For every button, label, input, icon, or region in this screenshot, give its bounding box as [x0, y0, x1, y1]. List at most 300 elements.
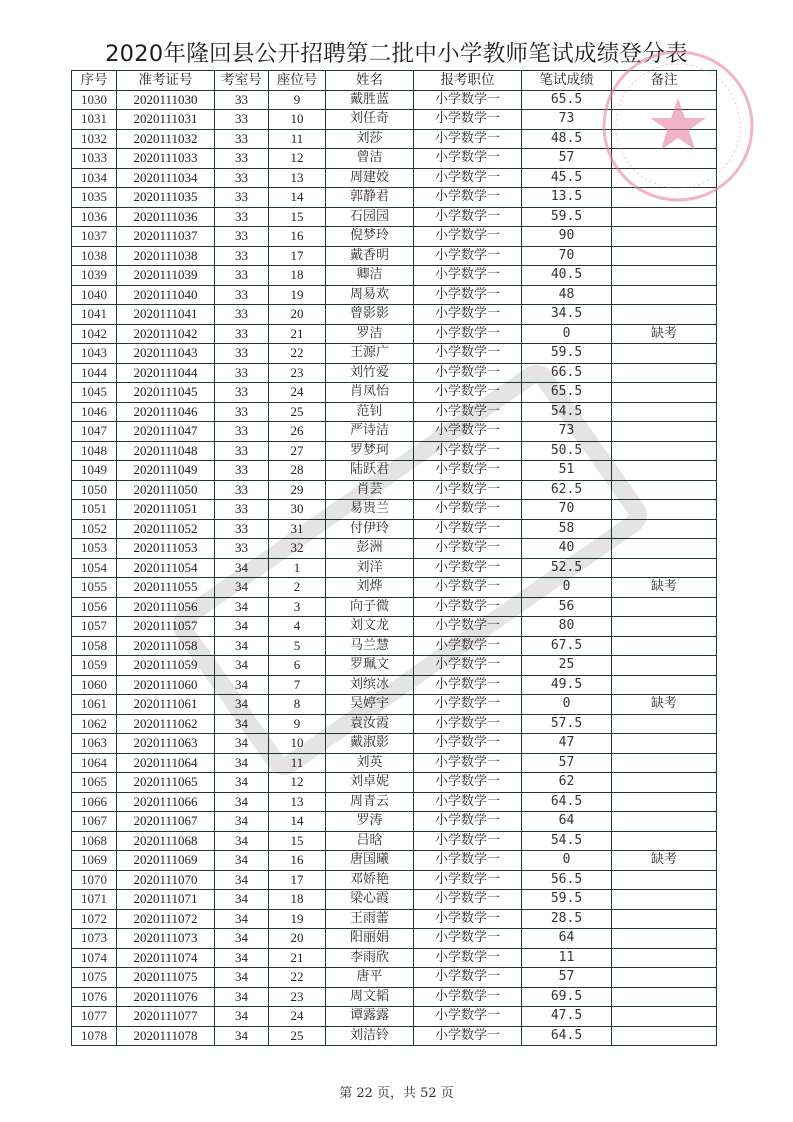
seat-no-cell: 8: [269, 695, 326, 715]
name-cell: 郭静君: [326, 188, 414, 208]
position-cell: 小学数学一: [414, 519, 522, 539]
serial-no-cell: 1036: [72, 207, 117, 227]
name-cell: 刘缤冰: [326, 675, 414, 695]
position-cell: 小学数学一: [414, 461, 522, 481]
seat-no-cell: 31: [269, 519, 326, 539]
remarks-cell: [612, 948, 717, 968]
remarks-cell: [612, 422, 717, 442]
score-cell: 58: [522, 519, 612, 539]
exam-room-cell: 34: [215, 714, 269, 734]
remarks-cell: [612, 870, 717, 890]
position-cell: 小学数学一: [414, 578, 522, 598]
header-score: 笔试成绩: [522, 71, 612, 91]
remarks-cell: [612, 480, 717, 500]
remarks-cell: [612, 519, 717, 539]
name-cell: 刘文龙: [326, 617, 414, 637]
remarks-cell: [612, 188, 717, 208]
table-row: [72, 675, 717, 695]
name-cell: 马兰慧: [326, 636, 414, 656]
score-cell: 62.5: [522, 480, 612, 500]
position-cell: 小学数学一: [414, 90, 522, 110]
exam-ticket-no-cell: 2020111035: [117, 188, 215, 208]
header-serial-no: 序号: [72, 71, 117, 91]
score-cell: 0: [522, 324, 612, 344]
position-cell: 小学数学一: [414, 617, 522, 637]
remarks-cell: [612, 168, 717, 188]
score-cell: 0: [522, 578, 612, 598]
seat-no-cell: 21: [269, 324, 326, 344]
name-cell: 曾影影: [326, 305, 414, 325]
exam-room-cell: 33: [215, 461, 269, 481]
seat-no-cell: 29: [269, 480, 326, 500]
exam-ticket-no-cell: 2020111063: [117, 734, 215, 754]
position-cell: 小学数学一: [414, 968, 522, 988]
position-cell: 小学数学一: [414, 207, 522, 227]
exam-room-cell: 34: [215, 656, 269, 676]
score-cell: 57.5: [522, 714, 612, 734]
serial-no-cell: 1041: [72, 305, 117, 325]
table-row: [72, 968, 717, 988]
serial-no-cell: 1069: [72, 851, 117, 871]
exam-room-cell: 33: [215, 402, 269, 422]
seat-no-cell: 21: [269, 948, 326, 968]
score-cell: 66.5: [522, 363, 612, 383]
position-cell: 小学数学一: [414, 188, 522, 208]
serial-no-cell: 1034: [72, 168, 117, 188]
remarks-cell: [612, 441, 717, 461]
exam-ticket-no-cell: 2020111071: [117, 890, 215, 910]
seat-no-cell: 12: [269, 773, 326, 793]
exam-ticket-no-cell: 2020111062: [117, 714, 215, 734]
name-cell: 刘洁铃: [326, 1026, 414, 1046]
score-cell: 13.5: [522, 188, 612, 208]
exam-ticket-no-cell: 2020111040: [117, 285, 215, 305]
serial-no-cell: 1064: [72, 753, 117, 773]
score-cell: 47: [522, 734, 612, 754]
exam-ticket-no-cell: 2020111041: [117, 305, 215, 325]
table-row: [72, 890, 717, 910]
position-cell: 小学数学一: [414, 558, 522, 578]
exam-ticket-no-cell: 2020111053: [117, 539, 215, 559]
exam-ticket-no-cell: 2020111036: [117, 207, 215, 227]
seat-no-cell: 18: [269, 266, 326, 286]
seat-no-cell: 7: [269, 675, 326, 695]
score-cell: 40.5: [522, 266, 612, 286]
seat-no-cell: 26: [269, 422, 326, 442]
table-row: [72, 207, 717, 227]
seat-no-cell: 10: [269, 734, 326, 754]
seat-no-cell: 17: [269, 870, 326, 890]
score-cell: 64: [522, 812, 612, 832]
score-cell: 34.5: [522, 305, 612, 325]
serial-no-cell: 1060: [72, 675, 117, 695]
position-cell: 小学数学一: [414, 636, 522, 656]
remarks-cell: [612, 461, 717, 481]
seat-no-cell: 24: [269, 1007, 326, 1027]
exam-ticket-no-cell: 2020111076: [117, 987, 215, 1007]
score-cell: 25: [522, 656, 612, 676]
name-cell: 易贵兰: [326, 500, 414, 520]
serial-no-cell: 1044: [72, 363, 117, 383]
seat-no-cell: 23: [269, 987, 326, 1007]
score-cell: 59.5: [522, 344, 612, 364]
serial-no-cell: 1066: [72, 792, 117, 812]
name-cell: 李雨欣: [326, 948, 414, 968]
name-cell: 邓娇艳: [326, 870, 414, 890]
name-cell: 袁汝霞: [326, 714, 414, 734]
remarks-cell: [612, 149, 717, 169]
exam-room-cell: 34: [215, 870, 269, 890]
exam-room-cell: 33: [215, 129, 269, 149]
remarks-cell: [612, 617, 717, 637]
exam-ticket-no-cell: 2020111048: [117, 441, 215, 461]
exam-ticket-no-cell: 2020111030: [117, 90, 215, 110]
score-cell: 57: [522, 753, 612, 773]
seat-no-cell: 18: [269, 890, 326, 910]
table-row: [72, 636, 717, 656]
exam-ticket-no-cell: 2020111070: [117, 870, 215, 890]
score-cell: 45.5: [522, 168, 612, 188]
scores-table: [71, 70, 717, 1046]
serial-no-cell: 1063: [72, 734, 117, 754]
name-cell: 梁心霞: [326, 890, 414, 910]
seat-no-cell: 15: [269, 207, 326, 227]
name-cell: 王源广: [326, 344, 414, 364]
score-cell: 56.5: [522, 870, 612, 890]
exam-room-cell: 33: [215, 324, 269, 344]
score-cell: 90: [522, 227, 612, 247]
remarks-cell: [612, 110, 717, 130]
seat-no-cell: 23: [269, 363, 326, 383]
seat-no-cell: 19: [269, 909, 326, 929]
score-cell: 67.5: [522, 636, 612, 656]
table-row: [72, 324, 717, 344]
table-row: [72, 441, 717, 461]
table-row: [72, 870, 717, 890]
exam-room-cell: 33: [215, 168, 269, 188]
exam-room-cell: 34: [215, 753, 269, 773]
exam-ticket-no-cell: 2020111032: [117, 129, 215, 149]
serial-no-cell: 1057: [72, 617, 117, 637]
serial-no-cell: 1077: [72, 1007, 117, 1027]
serial-no-cell: 1055: [72, 578, 117, 598]
header-exam-room: 考室号: [215, 71, 269, 91]
seat-no-cell: 12: [269, 149, 326, 169]
remarks-cell: [612, 227, 717, 247]
serial-no-cell: 1072: [72, 909, 117, 929]
table-row: [72, 402, 717, 422]
position-cell: 小学数学一: [414, 480, 522, 500]
exam-room-cell: 34: [215, 851, 269, 871]
serial-no-cell: 1067: [72, 812, 117, 832]
exam-ticket-no-cell: 2020111066: [117, 792, 215, 812]
remarks-cell: [612, 1007, 717, 1027]
table-row: [72, 929, 717, 949]
exam-room-cell: 34: [215, 558, 269, 578]
serial-no-cell: 1053: [72, 539, 117, 559]
table-row: [72, 363, 717, 383]
position-cell: 小学数学一: [414, 149, 522, 169]
table-row: [72, 188, 717, 208]
exam-room-cell: 34: [215, 929, 269, 949]
score-cell: 51: [522, 461, 612, 481]
score-cell: 56: [522, 597, 612, 617]
exam-room-cell: 34: [215, 773, 269, 793]
table-row: [72, 1026, 717, 1046]
score-cell: 54.5: [522, 831, 612, 851]
exam-ticket-no-cell: 2020111073: [117, 929, 215, 949]
table-row: [72, 734, 717, 754]
exam-ticket-no-cell: 2020111046: [117, 402, 215, 422]
seat-no-cell: 27: [269, 441, 326, 461]
table-body: [72, 90, 717, 1046]
score-cell: 40: [522, 539, 612, 559]
serial-no-cell: 1035: [72, 188, 117, 208]
table-row: [72, 578, 717, 598]
position-cell: 小学数学一: [414, 422, 522, 442]
serial-no-cell: 1059: [72, 656, 117, 676]
position-cell: 小学数学一: [414, 695, 522, 715]
name-cell: 刘烨: [326, 578, 414, 598]
exam-ticket-no-cell: 2020111077: [117, 1007, 215, 1027]
score-cell: 47.5: [522, 1007, 612, 1027]
position-cell: 小学数学一: [414, 363, 522, 383]
table-row: [72, 519, 717, 539]
table-row: [72, 110, 717, 130]
exam-room-cell: 33: [215, 519, 269, 539]
seat-no-cell: 1: [269, 558, 326, 578]
table-row: [72, 753, 717, 773]
seat-no-cell: 9: [269, 714, 326, 734]
score-cell: 48: [522, 285, 612, 305]
name-cell: 卿洁: [326, 266, 414, 286]
remarks-cell: [612, 1026, 717, 1046]
serial-no-cell: 1075: [72, 968, 117, 988]
exam-ticket-no-cell: 2020111054: [117, 558, 215, 578]
position-cell: 小学数学一: [414, 539, 522, 559]
name-cell: 陆跃君: [326, 461, 414, 481]
serial-no-cell: 1062: [72, 714, 117, 734]
seat-no-cell: 25: [269, 402, 326, 422]
name-cell: 周易欢: [326, 285, 414, 305]
name-cell: 石园园: [326, 207, 414, 227]
remarks-cell: [612, 792, 717, 812]
exam-ticket-no-cell: 2020111044: [117, 363, 215, 383]
score-cell: 64: [522, 929, 612, 949]
exam-room-cell: 34: [215, 987, 269, 1007]
seat-no-cell: 19: [269, 285, 326, 305]
serial-no-cell: 1045: [72, 383, 117, 403]
page-number: 第 22 页，共 52 页: [339, 1086, 454, 1101]
remarks-cell: [612, 929, 717, 949]
exam-room-cell: 34: [215, 831, 269, 851]
name-cell: 周文韬: [326, 987, 414, 1007]
remarks-cell: [612, 90, 717, 110]
name-cell: 阳丽娟: [326, 929, 414, 949]
position-cell: 小学数学一: [414, 1007, 522, 1027]
table-row: [72, 168, 717, 188]
remarks-cell: [612, 207, 717, 227]
position-cell: 小学数学一: [414, 909, 522, 929]
exam-room-cell: 34: [215, 617, 269, 637]
exam-ticket-no-cell: 2020111078: [117, 1026, 215, 1046]
table-row: [72, 149, 717, 169]
table-row: [72, 227, 717, 247]
remarks-cell: [612, 675, 717, 695]
exam-room-cell: 33: [215, 441, 269, 461]
seat-no-cell: 17: [269, 246, 326, 266]
remarks-cell: [612, 773, 717, 793]
table-row: [72, 656, 717, 676]
remarks-cell: [612, 636, 717, 656]
position-cell: 小学数学一: [414, 870, 522, 890]
exam-ticket-no-cell: 2020111059: [117, 656, 215, 676]
position-cell: 小学数学一: [414, 987, 522, 1007]
name-cell: 罗梦珂: [326, 441, 414, 461]
remarks-cell: [612, 266, 717, 286]
name-cell: 刘卓妮: [326, 773, 414, 793]
score-cell: 73: [522, 422, 612, 442]
exam-room-cell: 33: [215, 305, 269, 325]
exam-room-cell: 33: [215, 363, 269, 383]
serial-no-cell: 1039: [72, 266, 117, 286]
serial-no-cell: 1043: [72, 344, 117, 364]
serial-no-cell: 1032: [72, 129, 117, 149]
name-cell: 罗洁: [326, 324, 414, 344]
exam-ticket-no-cell: 2020111056: [117, 597, 215, 617]
header-exam-ticket-no: 准考证号: [117, 71, 215, 91]
exam-room-cell: 34: [215, 675, 269, 695]
exam-room-cell: 34: [215, 597, 269, 617]
score-cell: 70: [522, 500, 612, 520]
seat-no-cell: 9: [269, 90, 326, 110]
serial-no-cell: 1058: [72, 636, 117, 656]
header-remarks: 备注: [612, 71, 717, 91]
exam-room-cell: 34: [215, 1026, 269, 1046]
serial-no-cell: 1040: [72, 285, 117, 305]
seat-no-cell: 22: [269, 968, 326, 988]
table-row: [72, 344, 717, 364]
exam-ticket-no-cell: 2020111058: [117, 636, 215, 656]
name-cell: 戴香明: [326, 246, 414, 266]
table-row: [72, 266, 717, 286]
position-cell: 小学数学一: [414, 129, 522, 149]
position-cell: 小学数学一: [414, 305, 522, 325]
remarks-cell: [612, 383, 717, 403]
serial-no-cell: 1046: [72, 402, 117, 422]
exam-room-cell: 34: [215, 1007, 269, 1027]
position-cell: 小学数学一: [414, 734, 522, 754]
table-row: [72, 285, 717, 305]
table-row: [72, 792, 717, 812]
header-name: 姓名: [326, 71, 414, 91]
score-cell: 64.5: [522, 1026, 612, 1046]
position-cell: 小学数学一: [414, 675, 522, 695]
exam-ticket-no-cell: 2020111065: [117, 773, 215, 793]
position-cell: 小学数学一: [414, 441, 522, 461]
score-cell: 62: [522, 773, 612, 793]
remarks-cell: [612, 890, 717, 910]
position-cell: 小学数学一: [414, 831, 522, 851]
remarks-cell: [612, 285, 717, 305]
name-cell: 向子微: [326, 597, 414, 617]
position-cell: 小学数学一: [414, 266, 522, 286]
position-cell: 小学数学一: [414, 597, 522, 617]
table-row: [72, 695, 717, 715]
exam-ticket-no-cell: 2020111055: [117, 578, 215, 598]
remarks-cell: [612, 968, 717, 988]
exam-room-cell: 33: [215, 344, 269, 364]
seat-no-cell: 28: [269, 461, 326, 481]
exam-ticket-no-cell: 2020111067: [117, 812, 215, 832]
table-row: [72, 597, 717, 617]
exam-room-cell: 34: [215, 734, 269, 754]
position-cell: 小学数学一: [414, 227, 522, 247]
name-cell: 王雨蕾: [326, 909, 414, 929]
exam-ticket-no-cell: 2020111061: [117, 695, 215, 715]
score-cell: 49.5: [522, 675, 612, 695]
table-row: [72, 987, 717, 1007]
position-cell: 小学数学一: [414, 929, 522, 949]
seat-no-cell: 11: [269, 129, 326, 149]
name-cell: 刘任奇: [326, 110, 414, 130]
remarks-cell: [612, 363, 717, 383]
exam-room-cell: 33: [215, 500, 269, 520]
position-cell: 小学数学一: [414, 246, 522, 266]
score-cell: 54.5: [522, 402, 612, 422]
score-cell: 0: [522, 695, 612, 715]
name-cell: 刘洋: [326, 558, 414, 578]
position-cell: 小学数学一: [414, 714, 522, 734]
exam-ticket-no-cell: 2020111043: [117, 344, 215, 364]
position-cell: 小学数学一: [414, 383, 522, 403]
serial-no-cell: 1033: [72, 149, 117, 169]
remarks-cell: [612, 558, 717, 578]
score-cell: 73: [522, 110, 612, 130]
seat-no-cell: 5: [269, 636, 326, 656]
exam-ticket-no-cell: 2020111074: [117, 948, 215, 968]
table-row: [72, 480, 717, 500]
exam-ticket-no-cell: 2020111047: [117, 422, 215, 442]
name-cell: 周建姣: [326, 168, 414, 188]
exam-ticket-no-cell: 2020111069: [117, 851, 215, 871]
serial-no-cell: 1065: [72, 773, 117, 793]
remarks-cell: [612, 305, 717, 325]
remarks-cell: 缺考: [612, 324, 717, 344]
position-cell: 小学数学一: [414, 773, 522, 793]
table-row: [72, 500, 717, 520]
score-cell: 59.5: [522, 207, 612, 227]
seat-no-cell: 16: [269, 227, 326, 247]
exam-room-cell: 33: [215, 188, 269, 208]
score-cell: 52.5: [522, 558, 612, 578]
serial-no-cell: 1054: [72, 558, 117, 578]
name-cell: 肖芸: [326, 480, 414, 500]
table-row: [72, 1007, 717, 1027]
name-cell: 严诗洁: [326, 422, 414, 442]
name-cell: 戴淑影: [326, 734, 414, 754]
exam-room-cell: 33: [215, 539, 269, 559]
serial-no-cell: 1042: [72, 324, 117, 344]
serial-no-cell: 1078: [72, 1026, 117, 1046]
remarks-cell: [612, 129, 717, 149]
name-cell: 彭洲: [326, 539, 414, 559]
name-cell: 谭露露: [326, 1007, 414, 1027]
table-row: [72, 617, 717, 637]
seat-no-cell: 6: [269, 656, 326, 676]
remarks-cell: [612, 344, 717, 364]
exam-ticket-no-cell: 2020111050: [117, 480, 215, 500]
